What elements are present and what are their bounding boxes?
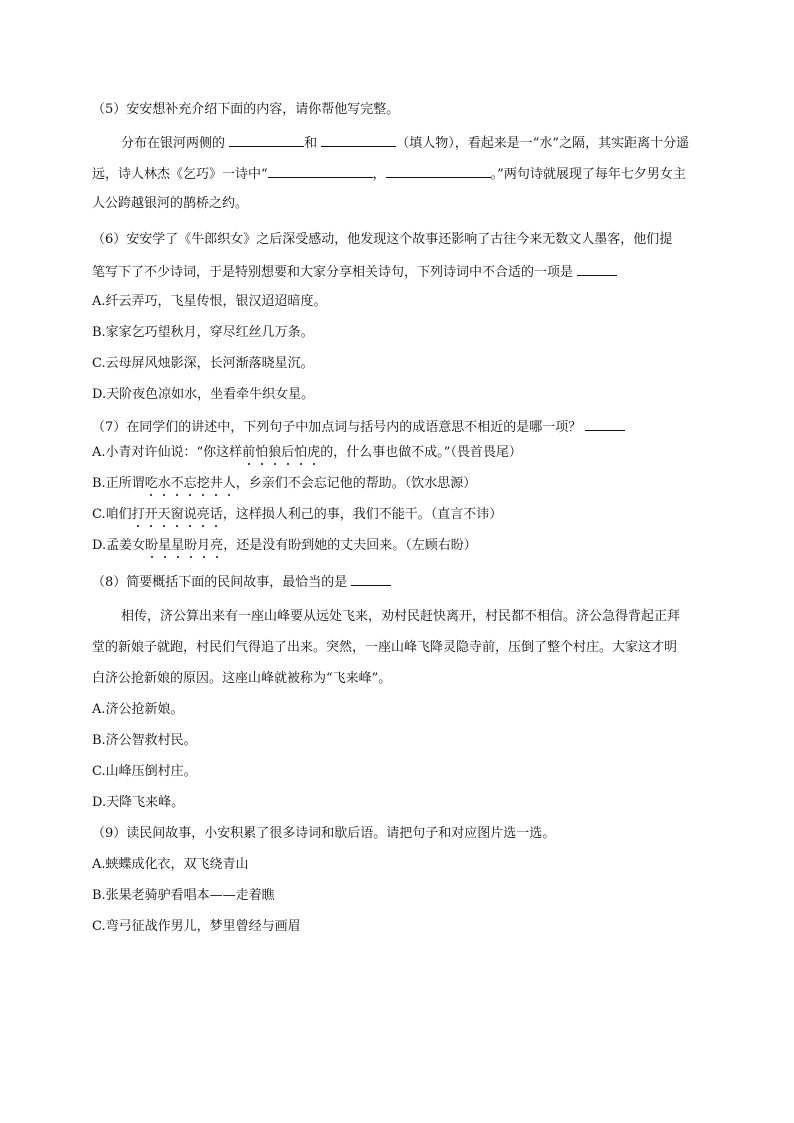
emphasis-char: 怕	[294, 445, 308, 460]
emphasis-char: 天	[157, 507, 171, 522]
q7-text: ，还是没有盼到她的丈夫回来。（左顾右盼）	[223, 538, 477, 553]
q9-option-b: B.张果老骑驴看唱本——走着瞧	[92, 888, 275, 903]
q9-heading: （9）读民间故事，小安积累了很多诗词和歇后语。请把句子和对应图片选一选。	[92, 826, 556, 841]
answer-blank[interactable]	[351, 573, 391, 586]
q9-option-c: C.弯弓征战作男儿，梦里曾经与画眉	[92, 919, 301, 934]
q5-paragraph-line-1	[121, 134, 717, 152]
dotted-phrase	[145, 476, 236, 491]
q8-story-line-2: 堂的新娘子就跑，村民们气得追了出来。突然，一座山峰飞降灵隐寺前，压倒了整个村庄。大家这才明	[92, 640, 678, 655]
q7-heading	[92, 418, 717, 436]
q8-option-a: A.济公抢新娘。	[92, 702, 184, 717]
answer-blank[interactable]	[229, 134, 304, 147]
emphasis-char: 开	[144, 507, 158, 522]
dotted-phrase	[242, 445, 320, 460]
emphasis-char: 虎	[307, 445, 321, 460]
emphasis-char: 盼	[184, 538, 198, 553]
emphasis-char: 后	[281, 445, 295, 460]
emphasis-char: 怕	[255, 445, 269, 460]
q8-text: （8）简要概括下面的民间故事，最恰当的是	[92, 575, 348, 590]
q5-text: 远，诗人林杰《乞巧》一诗中“	[92, 167, 268, 182]
emphasis-char: 井	[209, 476, 223, 491]
answer-blank[interactable]	[386, 165, 491, 178]
q8-heading	[92, 573, 717, 591]
q5-text: ，	[372, 167, 386, 182]
emphasis-char: 说	[183, 507, 197, 522]
emphasis-char: 话	[209, 507, 223, 522]
q7-option-b	[92, 476, 717, 492]
emphasis-char: 打	[131, 507, 145, 522]
answer-blank[interactable]	[268, 165, 373, 178]
q8-story-line-1: 相传，济公算出来有一座山峰要从远处飞来，劝村民赶快离开，村民都不相信。济公急得背起正拜	[121, 609, 681, 624]
q5-paragraph-line-3: 人公跨越银河的鹊桥之约。	[92, 196, 249, 211]
emphasis-char: 前	[242, 445, 256, 460]
q7-text: A.小青对许仙说：“你这样	[92, 445, 243, 460]
q9-option-a: A.蛱蝶成化衣，双飞绕青山	[92, 857, 249, 872]
q7-option-d	[92, 538, 717, 554]
q7-text: ，这样损人利己的事，我们不能干。（直言不讳）	[222, 507, 503, 522]
q6-text: 笔写下了不少诗词，于是特别想要和大家分享相关诗句，下列诗词中不合适的一项是	[92, 265, 574, 280]
emphasis-char: 忘	[183, 476, 197, 491]
q5-text: 和	[304, 136, 322, 151]
emphasis-char: 月	[197, 538, 211, 553]
q7-text: ，乡亲们不会忘记他的帮助。（饮水思源）	[235, 476, 477, 491]
q6-option-c: C.云母屏风烛影深，长河渐落晓星沉。	[92, 356, 314, 371]
q7-text: B.正所谓	[92, 476, 145, 491]
emphasis-char: 窗	[170, 507, 184, 522]
q6-heading-line-1: （6）安安学了《牛郎织女》之后深受感动，他发现这个故事还影响了古往今来无数文人墨客，他们提	[92, 232, 673, 247]
q7-option-a	[92, 445, 717, 461]
q6-option-b: B.家家乞巧望秋月，穿尽红丝几万条。	[92, 325, 314, 340]
emphasis-char: 人	[222, 476, 236, 491]
q8-story-line-3: 白济公抢新娘的原因。这座山峰就被称为“飞来峰”。	[92, 671, 392, 686]
answer-blank[interactable]	[577, 263, 617, 276]
emphasis-char: 亮	[210, 538, 224, 553]
emphasis-char: 星	[158, 538, 172, 553]
answer-blank[interactable]	[585, 418, 625, 431]
q7-text: D.孟姜女	[92, 538, 146, 553]
q6-heading-line-2	[92, 263, 717, 281]
q6-option-d: D.天阶夜色凉如水，坐看牵牛织女星。	[92, 387, 315, 402]
emphasis-char: 星	[171, 538, 185, 553]
emphasis-char: 吃	[144, 476, 158, 491]
emphasis-char: 盼	[145, 538, 159, 553]
answer-blank[interactable]	[321, 134, 396, 147]
dotted-phrase	[132, 507, 223, 522]
emphasis-char: 狼	[268, 445, 282, 460]
emphasis-char: 水	[157, 476, 171, 491]
q5-text: 。”两句诗就展现了每年七夕男女主	[490, 167, 686, 182]
q8-option-c: C.山峰压倒村庄。	[92, 764, 197, 779]
q7-text: 的，什么事也做不成。”（畏首畏尾）	[320, 445, 522, 460]
q8-option-d: D.天降飞来峰。	[92, 795, 185, 810]
q8-option-b: B.济公智救村民。	[92, 733, 197, 748]
emphasis-char: 不	[170, 476, 184, 491]
q7-option-c	[92, 507, 717, 523]
q7-text: （7）在同学们的讲述中，下列句子中加点词与括号内的成语意思不相近的是哪一项？	[92, 420, 582, 435]
emphasis-char: 挖	[196, 476, 210, 491]
q5-text: 分布在银河两侧的	[121, 136, 230, 151]
q5-heading: （5）安安想补充介绍下面的内容，请你帮他写完整。	[92, 102, 400, 117]
q6-option-a: A.纤云弄巧，飞星传恨，银汉迢迢暗度。	[92, 294, 327, 309]
q7-text: C.咱们	[92, 507, 132, 522]
q5-text: （填人物），看起来是一“水”之隔，其实距离十分遥	[396, 136, 690, 151]
emphasis-char: 亮	[196, 507, 210, 522]
q5-paragraph-line-2	[92, 165, 717, 183]
dotted-phrase	[145, 538, 223, 553]
